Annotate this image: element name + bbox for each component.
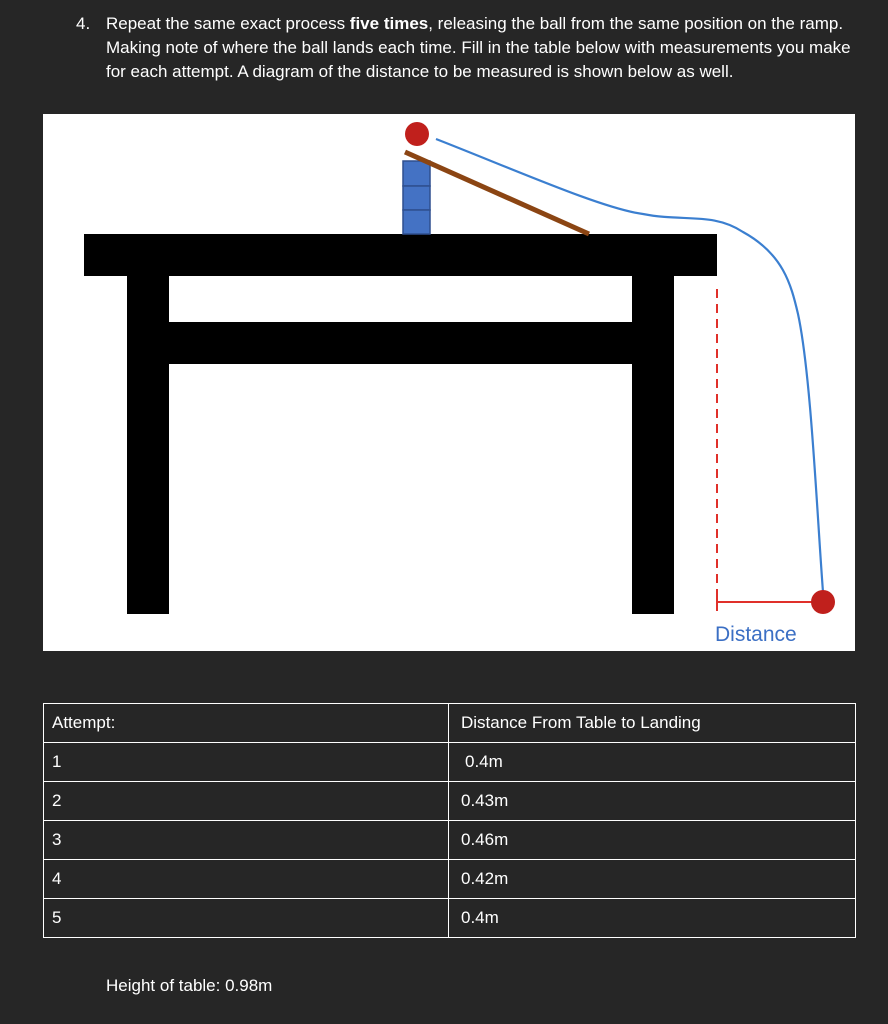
- table-top: [84, 234, 717, 276]
- attempt-cell: 3: [44, 821, 449, 860]
- instruction-text: Repeat the same exact process five times, releasing the ball from the same position on the ramp. Making note of where the ball lands each time. Fill in the table below with measurements you make for each attempt. A diagram of the distance to be measured is shown below as well.: [106, 14, 851, 81]
- table-row: [44, 899, 856, 938]
- instruction-number: 4.: [76, 14, 91, 33]
- distance-cell: 0.4m: [449, 899, 856, 938]
- distance-cell: 0.42m: [449, 860, 856, 899]
- table-right-leg: [632, 276, 674, 614]
- table-row: [44, 782, 856, 821]
- distance-cell: 0.43m: [449, 782, 856, 821]
- distance-label: Distance: [715, 623, 797, 646]
- block-stack: [403, 161, 430, 234]
- attempt-cell: 2: [44, 782, 449, 821]
- results-table: [43, 703, 856, 938]
- start-ball: [405, 122, 429, 146]
- table-row: [44, 860, 856, 899]
- attempt-cell: 4: [44, 860, 449, 899]
- attempt-cell: 5: [44, 899, 449, 938]
- header-attempt: Attempt:: [44, 704, 449, 743]
- table-row: [44, 743, 856, 782]
- table-header-row: [44, 704, 856, 743]
- trajectory-path: [436, 139, 823, 592]
- table-row: [44, 821, 856, 860]
- diagram-svg: [43, 114, 855, 651]
- table-left-leg: [127, 276, 169, 614]
- attempt-cell: 1: [44, 743, 449, 782]
- instruction-emphasis: five times: [349, 14, 429, 33]
- table-crossbar: [169, 322, 632, 364]
- distance-cell: 0.4m: [449, 743, 856, 782]
- landing-ball: [811, 590, 835, 614]
- instruction-paragraph: [76, 12, 866, 84]
- projectile-diagram: [43, 114, 855, 651]
- table-height-note: Height of table: 0.98m: [106, 976, 273, 995]
- distance-cell: 0.46m: [449, 821, 856, 860]
- header-distance: Distance From Table to Landing: [449, 704, 856, 743]
